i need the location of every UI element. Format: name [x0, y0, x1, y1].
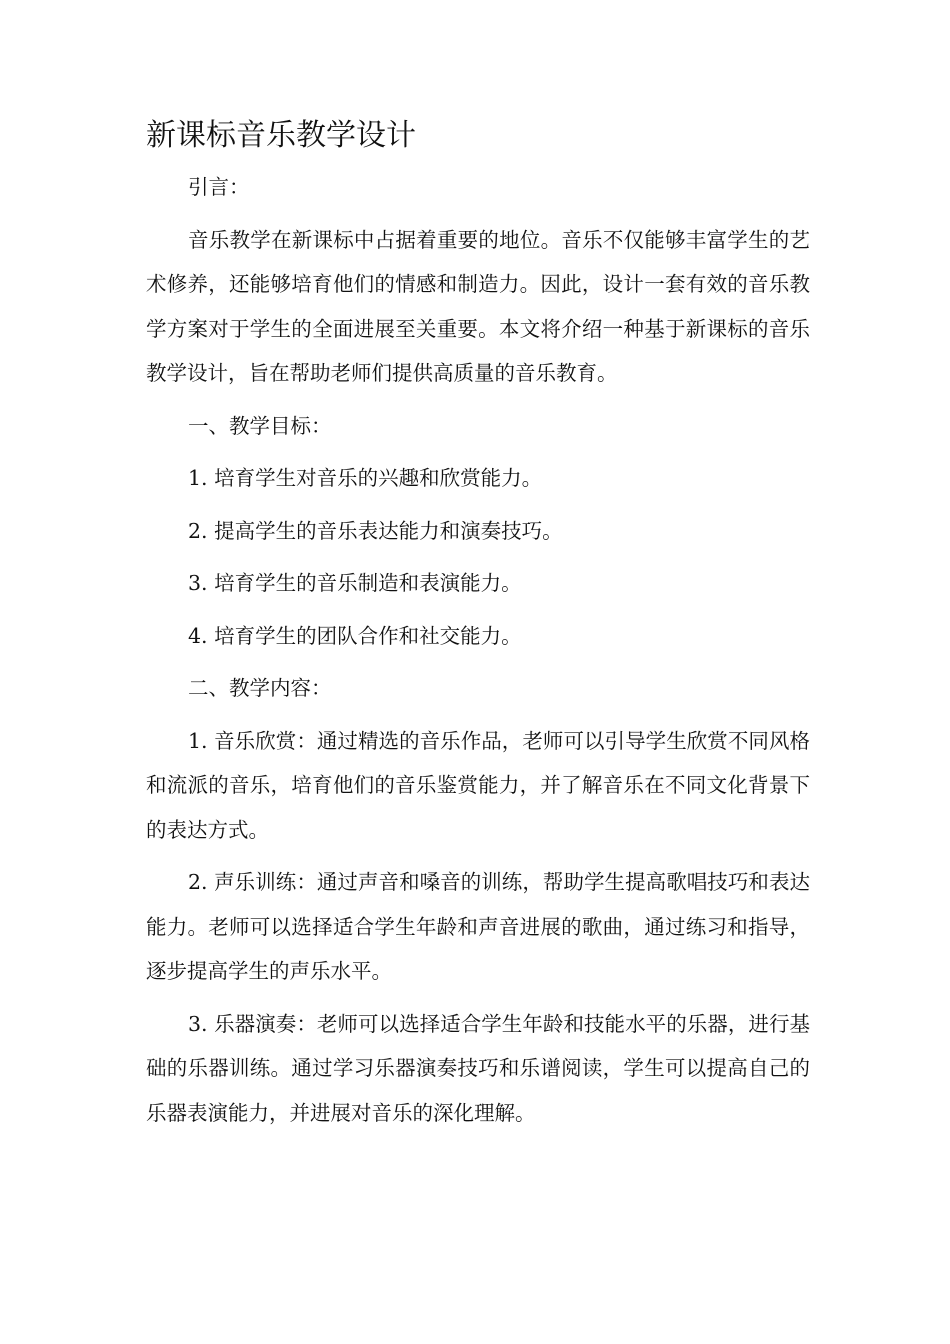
- document-body: [146, 165, 810, 1143]
- document-title: 新课标音乐教学设计: [146, 118, 416, 153]
- goal-item-3: 3. 培育学生的音乐制造和表演能力。: [188, 571, 522, 595]
- goal-item-2: 2. 提高学生的音乐表达能力和演奏技巧。: [188, 518, 563, 543]
- section-heading-content: 二、教学内容：: [188, 676, 332, 700]
- content-item-3: 3. 乐器演奏：老师可以选择适合学生年龄和技能水平的乐器，进行基础的乐器训练。通过学习乐器演奏技巧和乐谱阅读，学生可以提高自己的乐器表演能力，并进展对音乐的深化理解。: [146, 1011, 810, 1125]
- goal-item-4: 4. 培育学生的团队合作和社交能力。: [188, 623, 522, 648]
- content-item-1: 1. 音乐欣赏：通过精选的音乐作品，老师可以引导学生欣赏不同风格和流派的音乐，培育他们的音乐鉴赏能力，并了解音乐在不同文化背景下的表达方式。: [146, 728, 810, 842]
- section-heading-goals: 一、教学目标：: [188, 413, 332, 438]
- intro-paragraph: 音乐教学在新课标中占据着重要的地位。音乐不仅能够丰富学生的艺术修养，还能够培育他们的情感和制造力。因此，设计一套有效的音乐教学方案对于学生的全面进展至关重要。本文将介绍一种基于新课标的音乐教学设计，旨在帮助老师们提供高质量的音乐教育。: [146, 227, 810, 385]
- content-item-2: 2. 声乐训练：通过声音和嗓音的训练，帮助学生提高歌唱技巧和表达能力。老师可以选择适合学生年龄和声音进展的歌曲，通过练习和指导，逐步提高学生的声乐水平。: [146, 870, 810, 983]
- goal-item-1: 1. 培育学生对音乐的兴趣和欣赏能力。: [188, 466, 543, 490]
- intro-heading: 引言：: [188, 175, 250, 199]
